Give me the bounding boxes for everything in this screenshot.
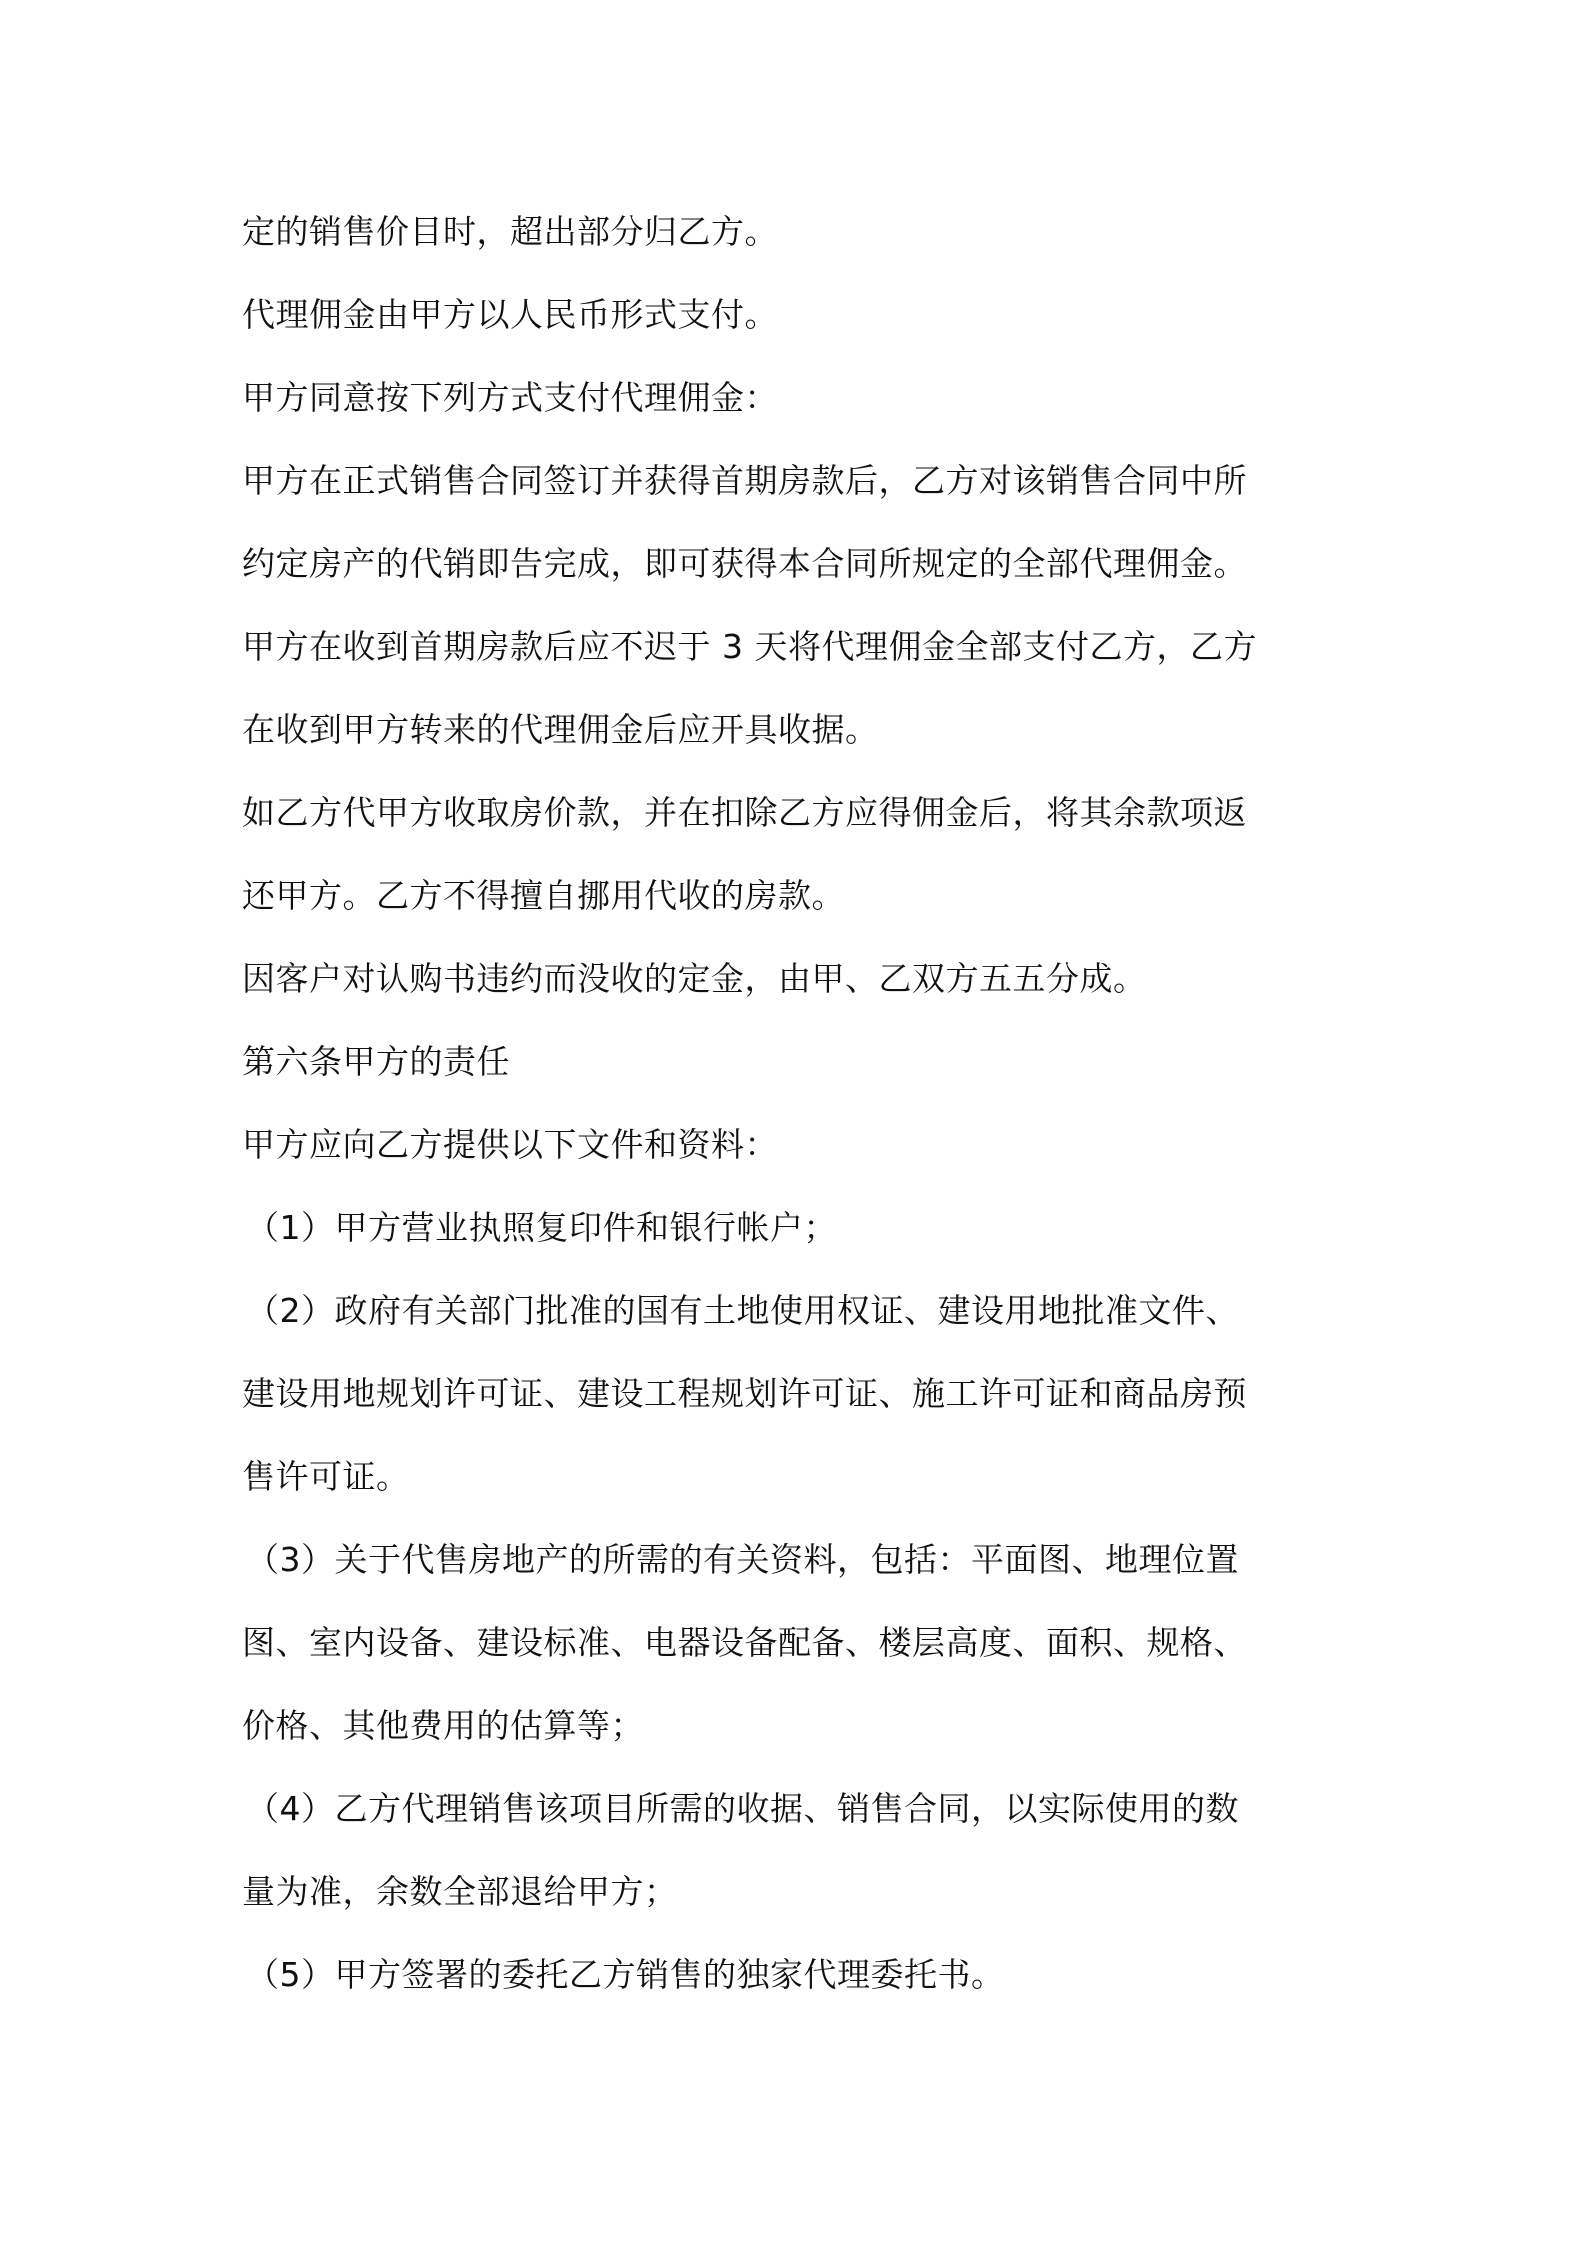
list-item-4: （4）乙方代理销售该项目所需的收据、销售合同，以实际使用的数 [246,1789,1239,1828]
text-line: 还甲方。乙方不得擅自挪用代收的房款。 [242,876,845,915]
text-line: 售许可证。 [242,1457,410,1496]
section-heading: 第六条甲方的责任 [242,1042,510,1081]
text-line: 量为准，余数全部退给甲方； [242,1872,678,1911]
text-line: 图、室内设备、建设标准、电器设备配备、楼层高度、面积、规格、 [242,1623,1247,1662]
text-line: 甲方应向乙方提供以下文件和资料： [242,1125,778,1164]
text-line: 甲方同意按下列方式支付代理佣金： [242,378,778,417]
text-line: 在收到甲方转来的代理佣金后应开具收据。 [242,710,879,749]
text-line: 价格、其他费用的估算等； [242,1706,644,1745]
text-line: 如乙方代甲方收取房价款，并在扣除乙方应得佣金后，将其余款项返 [242,793,1247,832]
list-item-5: （5）甲方签署的委托乙方销售的独家代理委托书。 [246,1955,1005,1994]
list-item-3: （3）关于代售房地产的所需的有关资料，包括：平面图、地理位置 [246,1540,1239,1579]
text-line: 约定房产的代销即告完成，即可获得本合同所规定的全部代理佣金。 [242,544,1247,583]
text-line: 甲方在正式销售合同签订并获得首期房款后，乙方对该销售合同中所 [242,461,1247,500]
text-line: 建设用地规划许可证、建设工程规划许可证、施工许可证和商品房预 [242,1374,1247,1413]
list-item-2: （2）政府有关部门批准的国有土地使用权证、建设用地批准文件、 [246,1291,1239,1330]
text-line: 因客户对认购书违约而没收的定金，由甲、乙双方五五分成。 [242,959,1147,998]
text-line: 甲方在收到首期房款后应不迟于 3 天将代理佣金全部支付乙方，乙方 [242,627,1257,666]
text-line: 代理佣金由甲方以人民币形式支付。 [242,295,778,334]
document-body [242,190,1352,2016]
list-item-1: （1）甲方营业执照复印件和银行帐户； [246,1208,837,1247]
text-line: 定的销售价目时，超出部分归乙方。 [242,212,778,251]
